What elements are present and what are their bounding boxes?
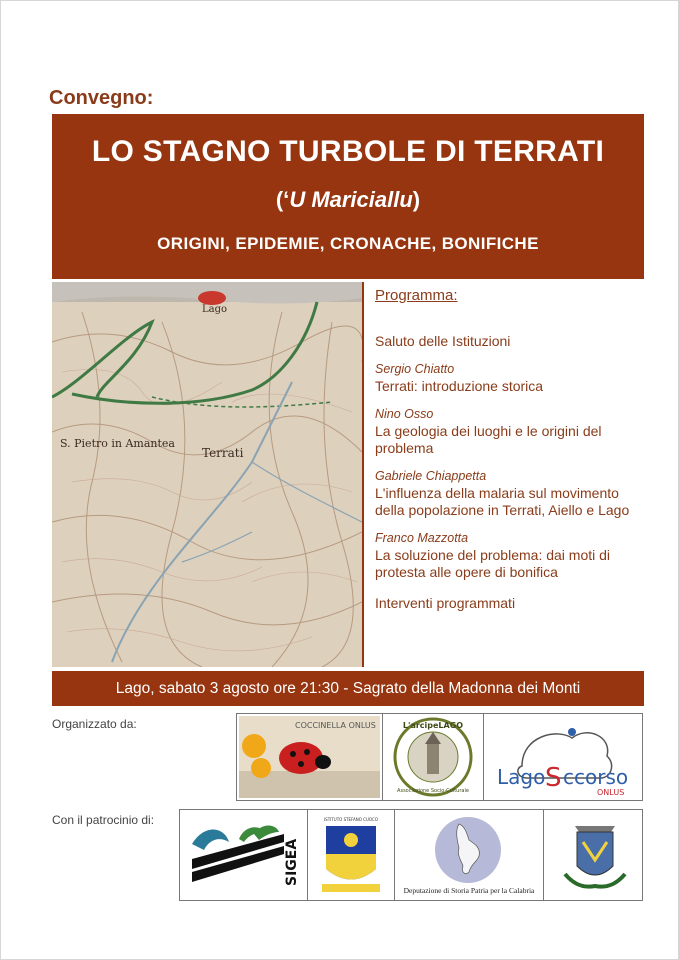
svg-text:ISTITUTO STEFANO CUOCO: ISTITUTO STEFANO CUOCO bbox=[324, 817, 378, 822]
coccinella-logo-text: COCCINELLA ONLUS bbox=[295, 721, 376, 730]
program-heading: Programma: bbox=[375, 287, 458, 304]
subtitle-prefix: (‘ bbox=[275, 187, 290, 212]
logo-divider bbox=[483, 714, 484, 800]
logo-divider bbox=[307, 810, 308, 900]
patrons-logos-box bbox=[179, 809, 643, 901]
event-type-label: Convegno: bbox=[49, 87, 154, 109]
map-label-lago: Lago bbox=[202, 304, 228, 315]
calabria-map-icon bbox=[431, 816, 505, 884]
program-item bbox=[375, 406, 640, 457]
organizers-label: Organizzato da: bbox=[52, 717, 137, 731]
main-title: LO STAGNO TURBOLE DI TERRATI bbox=[91, 135, 605, 168]
sigea-logo bbox=[184, 814, 304, 896]
program-item-title: L'influenza della malaria sul movimento della popolazione in Terrati, Aiello e Lago bbox=[375, 485, 630, 518]
deputazione-logo bbox=[395, 810, 543, 900]
istituto-logo bbox=[312, 814, 390, 896]
arcipelago-logo bbox=[387, 716, 479, 798]
organizers-logos-box bbox=[236, 713, 643, 801]
svg-text:Lago: Lago bbox=[497, 765, 546, 789]
program-list bbox=[375, 287, 640, 612]
speaker-name: Franco Mazzotta bbox=[375, 531, 469, 545]
comune-lago-crest-icon bbox=[555, 814, 635, 896]
program-item bbox=[375, 468, 640, 519]
subtitle bbox=[52, 187, 644, 213]
patrons-label: Con il patrocinio di: bbox=[52, 813, 155, 827]
svg-text:S: S bbox=[545, 763, 562, 793]
svg-text:ccorso: ccorso bbox=[563, 765, 629, 789]
sigea-logo-text: SIGEA bbox=[284, 838, 300, 886]
column-divider bbox=[362, 282, 364, 667]
logo-divider bbox=[382, 714, 383, 800]
program-item-title: Saluto delle Istituzioni bbox=[375, 333, 511, 349]
speaker-name: Nino Osso bbox=[375, 407, 434, 421]
speaker-name: Gabriele Chiappetta bbox=[375, 469, 487, 483]
program-item-title: Interventi programmati bbox=[375, 595, 516, 611]
program-item bbox=[375, 530, 640, 581]
map-label-s-pietro: S. Pietro in Amantea bbox=[60, 437, 175, 450]
lago-soccorso-logo bbox=[487, 716, 639, 798]
program-item bbox=[375, 595, 640, 612]
subtitle-italic: U Mariciallu bbox=[289, 187, 413, 212]
program-item-title: La geologia dei luoghi e le origini del problema bbox=[375, 423, 602, 456]
title-banner bbox=[52, 114, 644, 279]
deputazione-logo-text: Deputazione di Storia Patria per la Calabria bbox=[403, 886, 535, 895]
program-item-title: La soluzione del problema: dai moti di protesta alle opere di bonifica bbox=[375, 547, 611, 580]
historical-map-image bbox=[52, 282, 362, 667]
map-label-terrati: Terrati bbox=[202, 446, 244, 460]
event-info-bar: Lago, sabato 3 agosto ore 21:30 - Sagrato della Madonna dei Monti bbox=[52, 671, 644, 706]
program-item-title: Terrati: introduzione storica bbox=[375, 378, 544, 394]
svg-text:L'arcipeLAGO: L'arcipeLAGO bbox=[402, 721, 464, 730]
program-item bbox=[375, 333, 640, 350]
svg-text:ONLUS: ONLUS bbox=[597, 788, 625, 797]
tagline: ORIGINI, EPIDEMIE, CRONACHE, BONIFICHE bbox=[157, 234, 539, 253]
program-item bbox=[375, 361, 640, 395]
speaker-name: Sergio Chiatto bbox=[375, 362, 455, 376]
subtitle-suffix: ) bbox=[412, 187, 421, 212]
coccinella-logo bbox=[239, 716, 380, 798]
logo-divider bbox=[543, 810, 544, 900]
svg-text:Associazione Socio-Culturale: Associazione Socio-Culturale bbox=[397, 788, 469, 794]
